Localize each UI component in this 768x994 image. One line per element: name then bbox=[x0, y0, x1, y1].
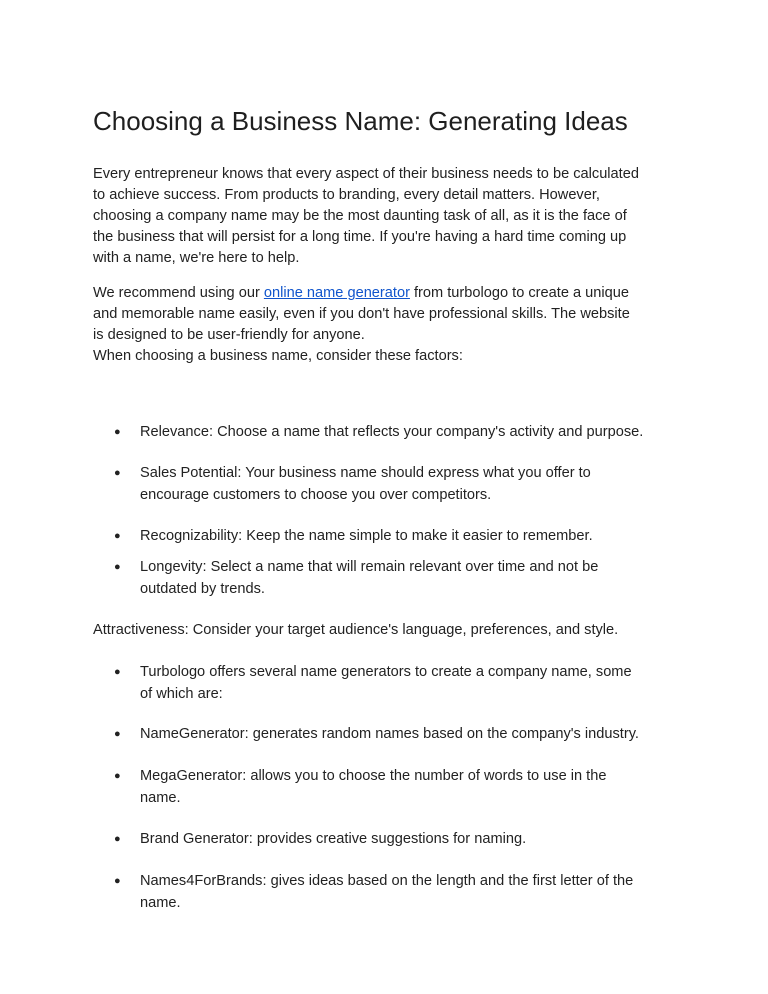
bullet-icon: ● bbox=[114, 770, 121, 782]
text-line: is designed to be user-friendly for anyone. bbox=[93, 327, 365, 343]
text-before-link: We recommend using our bbox=[93, 285, 264, 301]
bullet-icon: ● bbox=[114, 833, 121, 845]
text-line: Relevance: Choose a name that reflects your company's activity and purpose. bbox=[140, 424, 644, 440]
text-line: with a name, we're here to help. bbox=[93, 250, 300, 266]
bullet-icon: ● bbox=[114, 666, 121, 678]
text-line: choosing a company name may be the most daunting task of all, as it is the face of bbox=[93, 208, 627, 224]
text-line: Turbologo offers several name generators to create a company name, some bbox=[140, 664, 632, 680]
bullet-icon: ● bbox=[114, 561, 121, 573]
text-line: Names4ForBrands: gives ideas based on the length and the first letter of the bbox=[140, 873, 634, 889]
text-line: of which are: bbox=[140, 685, 223, 702]
intro-paragraph bbox=[93, 164, 639, 269]
text-line: outdated by trends. bbox=[140, 580, 265, 597]
text-line: When choosing a business name, consider these factors: bbox=[93, 348, 463, 364]
bullet-icon: ● bbox=[114, 467, 121, 479]
bullet-icon: ● bbox=[114, 728, 121, 740]
text-line: the business that will persist for a long time. If you're having a hard time coming up bbox=[93, 229, 627, 245]
text-line: name. bbox=[140, 789, 181, 806]
text-line: NameGenerator: generates random names based on the company's industry. bbox=[140, 726, 639, 742]
recommend-paragraph bbox=[93, 283, 630, 367]
bullet-icon: ● bbox=[114, 426, 121, 438]
text-line: MegaGenerator: allows you to choose the number of words to use in the bbox=[140, 768, 607, 784]
text-line: name. bbox=[140, 894, 181, 911]
text-line: to achieve success. From products to branding, every detail matters. However, bbox=[93, 187, 600, 203]
attractiveness-paragraph: Attractiveness: Consider your target audience's language, preferences, and style. bbox=[93, 622, 619, 638]
text-line: Brand Generator: provides creative suggestions for naming. bbox=[140, 831, 527, 847]
online-name-generator-link[interactable]: online name generator bbox=[263, 285, 410, 301]
text-line bbox=[93, 283, 630, 304]
page-title: Choosing a Business Name: Generating Ideas bbox=[93, 106, 628, 136]
bullet-icon: ● bbox=[114, 875, 121, 887]
text-line: encourage customers to choose you over competitors. bbox=[140, 486, 492, 503]
text-line: Longevity: Select a name that will remain relevant over time and not be bbox=[140, 559, 599, 575]
text-line: Recognizability: Keep the name simple to make it easier to remember. bbox=[140, 528, 593, 544]
bullet-icon: ● bbox=[114, 530, 121, 542]
text-line: Sales Potential: Your business name should express what you offer to bbox=[140, 465, 591, 481]
text-line: Every entrepreneur knows that every aspect of their business needs to be calculated bbox=[93, 166, 639, 182]
text-after-link: from turbologo to create a unique bbox=[409, 285, 629, 301]
text-line: and memorable name easily, even if you don't have professional skills. The website bbox=[93, 306, 630, 322]
